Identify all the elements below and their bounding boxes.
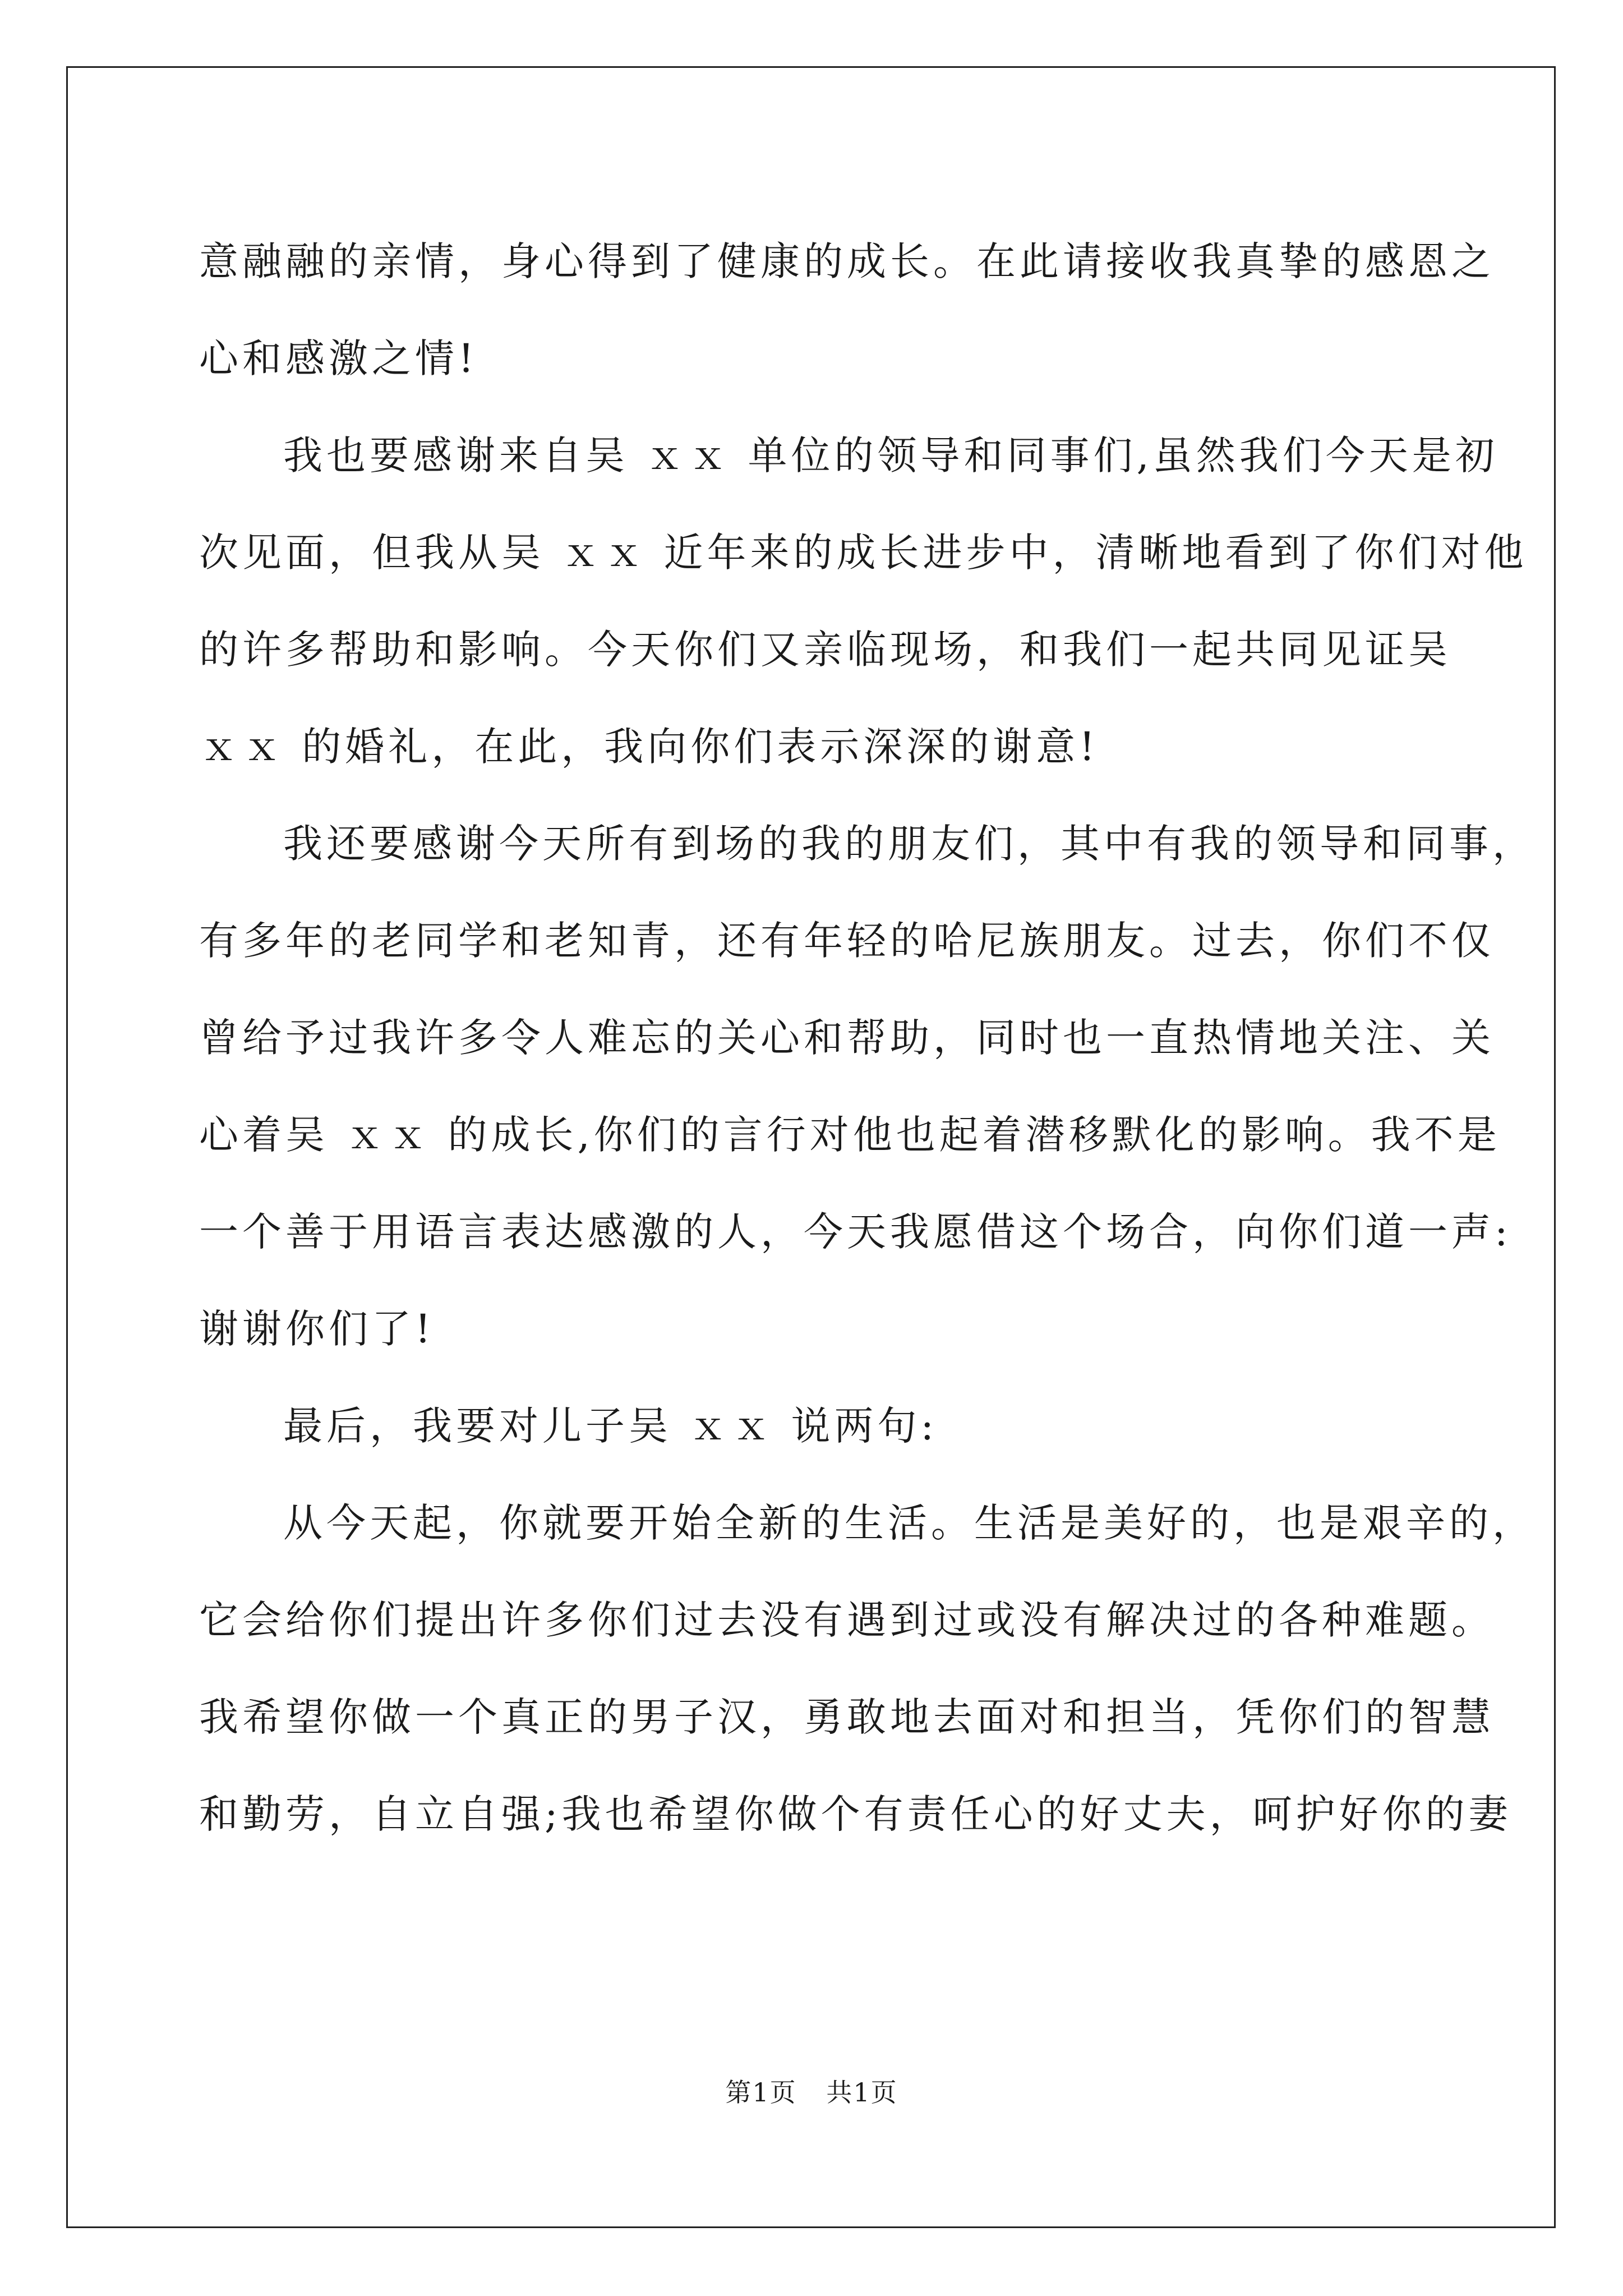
text-line: 心和感激之情! <box>199 335 478 381</box>
text-line: 曾给予过我许多令人难忘的关心和帮助，同时也一直热情地关注、关 <box>199 1015 1495 1061</box>
text-line: 的许多帮助和影响。今天你们又亲临现场，和我们一起共同见证吴 <box>199 627 1451 673</box>
text-line: 和勤劳，自立自强;我也希望你做个有责任心的好丈夫，呵护好你的妻 <box>199 1791 1512 1837</box>
page-total: 共1页 <box>826 2077 898 2108</box>
page-footer <box>0 2076 1623 2109</box>
text-line: 我也要感谢来自吴 ｘｘ 单位的领导和同事们,虽然我们今天是初 <box>283 432 1498 478</box>
text-line: 心着吴 ｘｘ 的成长,你们的言行对他也起着潜移默化的影响。我不是 <box>199 1112 1501 1158</box>
text-line: 我还要感谢今天所有到场的我的朋友们，其中有我的领导和同事， <box>283 821 1536 867</box>
text-line: 有多年的老同学和老知青，还有年轻的哈尼族朋友。过去，你们不仅 <box>199 918 1495 964</box>
page-number: 第1页 <box>725 2077 797 2108</box>
text-line: 谢谢你们了! <box>199 1306 435 1352</box>
document-body <box>199 213 1536 1863</box>
text-line: 意融融的亲情，身心得到了健康的成长。在此请接收我真挚的感恩之 <box>199 238 1495 284</box>
text-line: ｘｘ 的婚礼，在此，我向你们表示深深的谢意! <box>199 724 1099 770</box>
text-line: 我希望你做一个真正的男子汉，勇敢地去面对和担当，凭你们的智慧 <box>199 1694 1495 1740</box>
text-line: 一个善于用语言表达感激的人，今天我愿借这个场合，向你们道一声: <box>199 1209 1512 1255</box>
text-line: 次见面，但我从吴 ｘｘ 近年来的成长进步中，清晰地看到了你们对他 <box>199 530 1528 576</box>
text-line: 从今天起，你就要开始全新的生活。生活是美好的，也是艰辛的， <box>283 1500 1536 1546</box>
text-line: 它会给你们提出许多你们过去没有遇到过或没有解决过的各种难题。 <box>199 1597 1495 1643</box>
text-line: 最后，我要对儿子吴 ｘｘ 说两句: <box>283 1403 938 1449</box>
